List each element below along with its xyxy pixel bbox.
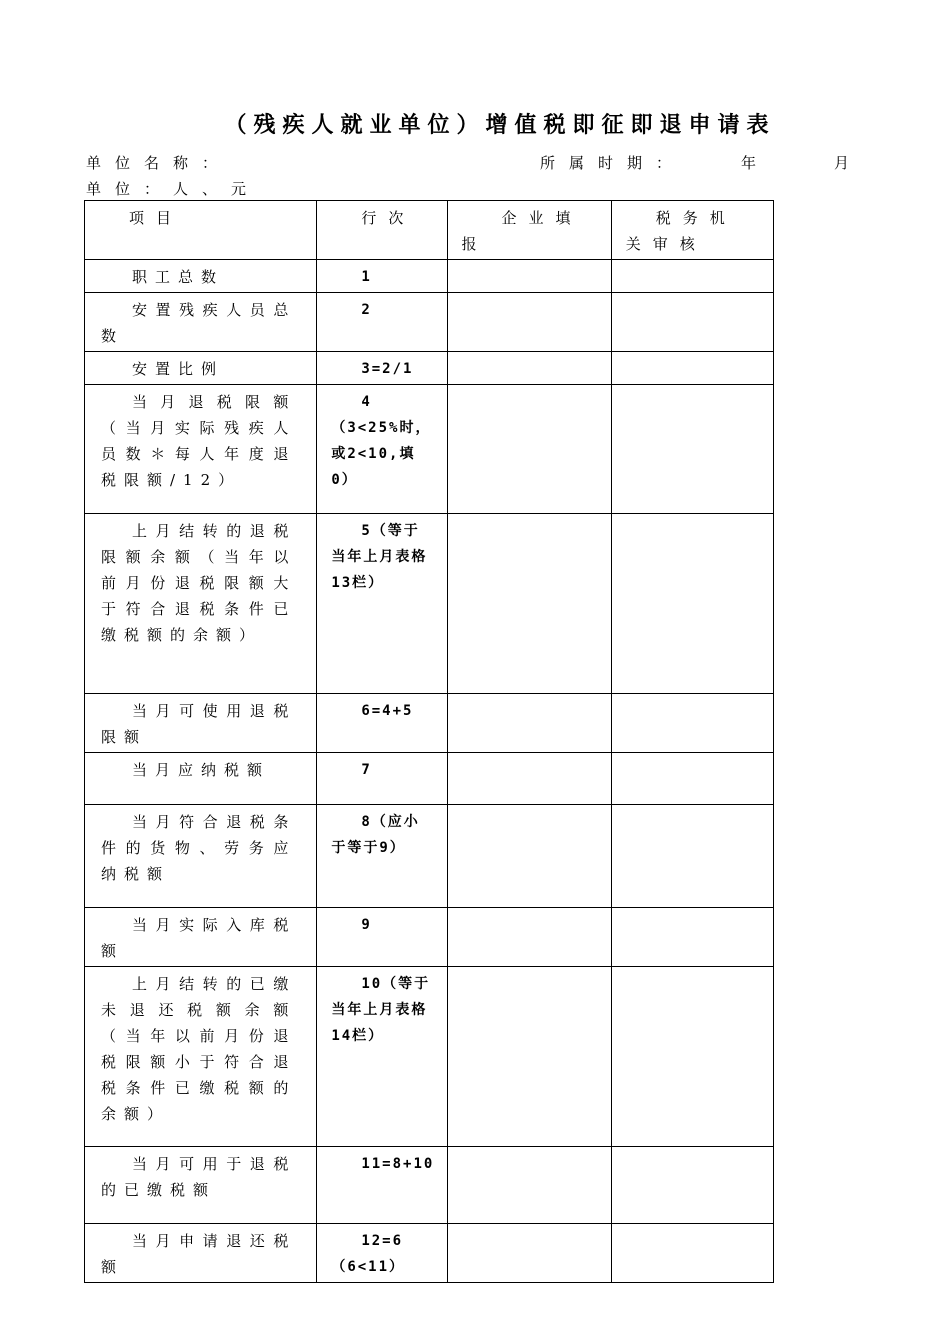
tax-office-cell[interactable]: [611, 1147, 773, 1224]
line-no-cell: 8（应小于等于9）: [317, 805, 447, 908]
table-row: [85, 352, 774, 385]
line-no-cell: 7: [317, 753, 447, 805]
tax-office-cell[interactable]: [611, 293, 773, 352]
item-cell: 当月实际入库税额: [85, 908, 317, 967]
enterprise-cell[interactable]: [447, 352, 611, 385]
table-row: [85, 694, 774, 753]
tax-office-cell[interactable]: [611, 694, 773, 753]
line-no-cell: 5（等于当年上月表格13栏）: [317, 514, 447, 694]
item-cell: 当月应纳税额: [85, 753, 317, 805]
unit-label: 单位：人、元: [86, 180, 261, 198]
table-row: [85, 260, 774, 293]
tax-office-cell[interactable]: [611, 805, 773, 908]
table-row: [85, 293, 774, 352]
table-row: [85, 1147, 774, 1224]
enterprise-cell[interactable]: [447, 1224, 611, 1283]
enterprise-cell[interactable]: [447, 753, 611, 805]
item-cell: 当月申请退还税额: [85, 1224, 317, 1283]
line-no-cell: 10（等于当年上月表格14栏）: [317, 967, 447, 1147]
enterprise-cell[interactable]: [447, 385, 611, 514]
item-cell: 上月结转的退税限额余额（当年以前月份退税限额大于符合退税条件已缴税额的余额）: [85, 514, 317, 694]
refund-application-table: [84, 200, 774, 1283]
item-cell: 当月可用于退税的已缴税额: [85, 1147, 317, 1224]
table-row: [85, 385, 774, 514]
line-no-cell: 1: [317, 260, 447, 293]
year-label: 年: [741, 154, 771, 172]
table-row: [85, 805, 774, 908]
line-no-cell: 2: [317, 293, 447, 352]
tax-office-cell[interactable]: [611, 352, 773, 385]
enterprise-cell[interactable]: [447, 694, 611, 753]
table-row: [85, 908, 774, 967]
header-item: 项目: [85, 201, 317, 260]
table-row: [85, 514, 774, 694]
table-row: [85, 753, 774, 805]
line-no-cell: 6=4+5: [317, 694, 447, 753]
line-no-cell: 4（3<25%时，或2<10,填0）: [317, 385, 447, 514]
item-cell: 当月可使用退税限额: [85, 694, 317, 753]
enterprise-cell[interactable]: [447, 908, 611, 967]
enterprise-cell[interactable]: [447, 293, 611, 352]
tax-office-cell[interactable]: [611, 385, 773, 514]
item-cell: 安置比例: [85, 352, 317, 385]
tax-office-cell[interactable]: [611, 753, 773, 805]
item-cell: 当月符合退税条件的货物、劳务应纳税额: [85, 805, 317, 908]
line-no-cell: 11=8+10: [317, 1147, 447, 1224]
enterprise-cell[interactable]: [447, 260, 611, 293]
table-body: [85, 260, 774, 1283]
period-label: 所属时期：: [540, 154, 686, 172]
form-title: （残疾人就业单位）增值税即征即退申请表: [224, 113, 776, 138]
tax-office-cell[interactable]: [611, 1224, 773, 1283]
item-cell: 职工总数: [85, 260, 317, 293]
header-line-no: 行次: [317, 201, 447, 260]
enterprise-cell[interactable]: [447, 805, 611, 908]
tax-office-cell[interactable]: [611, 514, 773, 694]
month-label: 月: [834, 154, 864, 172]
tax-office-cell[interactable]: [611, 260, 773, 293]
line-no-cell: 9: [317, 908, 447, 967]
enterprise-cell[interactable]: [447, 1147, 611, 1224]
header-tax-office: 税务机关审核: [611, 201, 773, 260]
table-header-row: [85, 201, 774, 260]
table-row: [85, 1224, 774, 1283]
enterprise-cell[interactable]: [447, 967, 611, 1147]
line-no-cell: 3=2/1: [317, 352, 447, 385]
item-cell: 上月结转的已缴未退还税额余额（当年以前月份退税限额小于符合退税条件已缴税额的余额）: [85, 967, 317, 1147]
tax-office-cell[interactable]: [611, 967, 773, 1147]
table-row: [85, 967, 774, 1147]
item-cell: 安置残疾人员总数: [85, 293, 317, 352]
tax-office-cell[interactable]: [611, 908, 773, 967]
line-no-cell: 12=6（6<11）: [317, 1224, 447, 1283]
enterprise-cell[interactable]: [447, 514, 611, 694]
header-enterprise: 企业填报: [447, 201, 611, 260]
item-cell: 当月退税限额（当月实际残疾人员数＊每人年度退税限额/12）: [85, 385, 317, 514]
unit-name-label: 单位名称：: [86, 154, 232, 172]
